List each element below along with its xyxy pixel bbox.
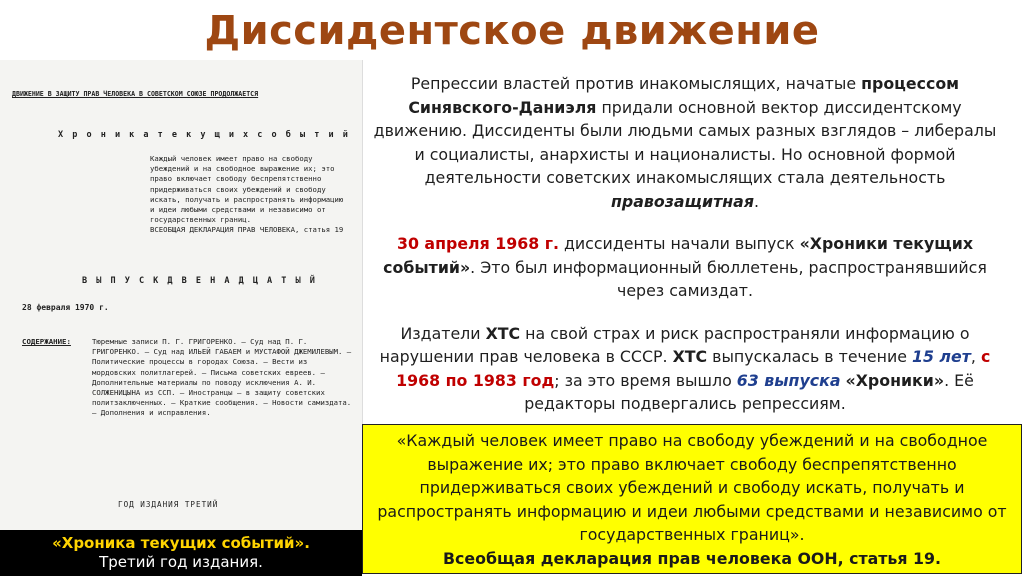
highlight-issues: 63 выпуска [736, 370, 841, 390]
text: Репрессии властей против инакомыслящих, начатые [410, 74, 862, 93]
epigraph-source: ВСЕОБЩАЯ ДЕКЛАРАЦИЯ ПРАВ ЧЕЛОВЕКА, статья 19 [150, 225, 344, 235]
text: на свой страх и риск распространяли информацию о нарушении прав человека в СССР. [379, 323, 970, 366]
quote-text: «Каждый человек имеет право на свободу убеждений и на свободное выражение их; это право включает свободу беспрепятственно придерживаться своих убеждений и свободу искать, получать и распространять информацию и идеи любыми средствами и независимо от государственных границ». [377, 431, 1007, 544]
image-caption [0, 530, 362, 576]
text: . Это был информационный бюллетень, распространявшийся через самиздат. [470, 257, 987, 300]
text: , [970, 347, 981, 366]
epigraph-text: Каждый человек имеет право на свободу убеждений и на свободное выражение их; это право включает свободу беспрепятственно придерживаться своих убеждений и свободу искать, получать и распространять информацию и идеи любыми средствами и независимо от государственных границ. [150, 154, 344, 225]
document-issue: В Ы П У С К Д В Е Н А Д Ц А Т Ы Й [82, 276, 317, 286]
document-header: ДВИЖЕНИЕ В ЗАЩИТУ ПРАВ ЧЕЛОВЕКА В СОВЕТСКОМ СОЮЗЕ ПРОДОЛЖАЕТСЯ [12, 90, 259, 98]
document-year: ГОД ИЗДАНИЯ ТРЕТИЙ [118, 500, 219, 509]
text: ; за это время вышло [554, 370, 737, 390]
text: диссиденты начали выпуск [558, 234, 800, 253]
text: выпускалась в течение [707, 347, 912, 366]
paragraph-3 [372, 322, 998, 416]
emphasis: ХТС [485, 323, 521, 343]
declaration-quote-box [362, 424, 1022, 574]
emphasis: правозащитная [610, 191, 754, 211]
highlight-date: 30 апреля 1968 г. [396, 234, 559, 253]
document-image [0, 60, 363, 530]
caption-line-1: «Хроника текущих событий». [52, 534, 310, 552]
emphasis: «Хроники» [845, 370, 945, 390]
emphasis: «Хроники текущих событий» [383, 234, 974, 277]
document-epigraph [150, 154, 350, 236]
document-heading: Х р о н и к а т е к у щ и х с о б ы т и й [58, 130, 350, 140]
text: . [753, 191, 759, 211]
emphasis: ХТС [672, 347, 708, 366]
page-title: Диссидентское движение [204, 8, 820, 54]
highlight-duration: 15 лет [911, 347, 971, 366]
main-text [372, 72, 998, 416]
quote-source: Всеобщая декларация прав человека ООН, статья 19. [442, 548, 942, 568]
text: Издатели [400, 323, 486, 343]
paragraph-1 [372, 72, 998, 213]
text: придали основной вектор диссидентскому движению. Диссиденты были людьми самых разных взглядов – либералы и социалисты, анархисты и националисты. Но основной формой деятельности советских инакомыслящих стала деятельность [373, 97, 997, 187]
highlight-years: с 1968 по 1983 год [396, 347, 991, 390]
text: . Её редакторы подвергались репрессиям. [524, 370, 974, 413]
document-date: 28 февраля 1970 г. [22, 303, 109, 312]
emphasis: процессом Синявского-Даниэля [408, 74, 960, 117]
caption-line-2: Третий год издания. [99, 553, 263, 571]
contents-text: Тюремные записи П. Г. ГРИГОРЕНКО. – Суд над П. Г. ГРИГОРЕНКО. – Суд над ИЛЬЕЙ ГАБАЕМ и МУСТАФОЙ ДЖЕМИЛЕВЫМ. – Политические процессы в городах Союза. – Вести из мордовских политлагерей. – Письма советских евреев. – Дополнительные материалы по поводу исключения А. И. СОЛЖЕНИЦЫНА из ССП. – Иностранцы – в защиту советских политзаключенных. – Краткие сообщения. – Новости самиздата. – Дополнения и исправления. [92, 337, 352, 418]
paragraph-2 [372, 232, 998, 303]
contents-label: СОДЕРЖАНИЕ: [22, 337, 71, 346]
